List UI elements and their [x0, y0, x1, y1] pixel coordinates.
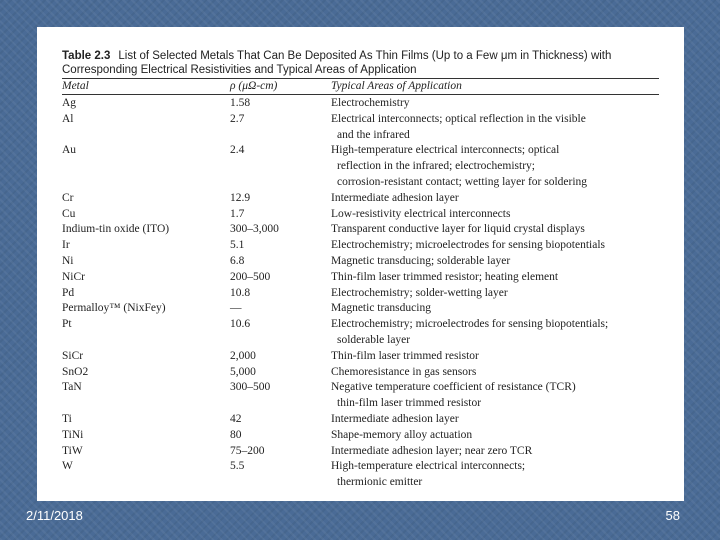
table-row	[62, 270, 662, 286]
metal-cell: Permalloy™ (NixFey)	[62, 302, 166, 315]
table-header-rule	[62, 94, 659, 95]
application-line: solderable layer	[337, 333, 411, 346]
resistivity-cell: 10.8	[230, 286, 251, 299]
resistivity-cell: 2.7	[230, 112, 245, 125]
metal-cell: Pt	[62, 318, 72, 331]
resistivity-cell: 5.1	[230, 239, 245, 252]
application-cell	[331, 380, 661, 412]
resistivity-cell: —	[230, 302, 242, 315]
metal-cell: SnO2	[62, 365, 89, 378]
table-row	[62, 459, 662, 491]
metal-cell: TiNi	[62, 428, 84, 441]
application-line: Electrochemistry; microelectrodes for sensing biopotentials;	[331, 318, 609, 331]
table-row	[62, 143, 662, 190]
application-line: Magnetic transducing; solderable layer	[331, 254, 511, 267]
table-row	[62, 191, 662, 207]
application-cell	[331, 143, 661, 190]
resistivity-cell: 1.7	[230, 207, 245, 220]
table-row	[62, 96, 662, 112]
application-cell	[331, 349, 661, 365]
metal-cell: Al	[62, 112, 74, 125]
resistivity-cell: 75–200	[230, 444, 265, 457]
application-cell	[331, 444, 661, 460]
slide-number: 58	[665, 508, 680, 523]
metal-cell: Au	[62, 144, 77, 157]
metal-cell: W	[62, 460, 73, 473]
table-caption	[62, 49, 672, 77]
application-cell	[331, 254, 661, 270]
resistivity-cell: 12.9	[230, 191, 251, 204]
table-row	[62, 238, 662, 254]
metal-cell: Ag	[62, 97, 77, 109]
metal-cell: Ti	[62, 412, 72, 425]
application-cell	[331, 459, 661, 491]
application-cell	[331, 222, 661, 238]
application-cell	[331, 365, 661, 381]
application-line: Intermediate adhesion layer	[331, 191, 459, 204]
application-line: Thin-film laser trimmed resistor; heating element	[331, 270, 559, 283]
table-row	[62, 349, 662, 365]
metal-cell: Cr	[62, 191, 74, 204]
resistivity-cell: 80	[230, 428, 242, 441]
application-cell	[331, 428, 661, 444]
application-line: Electrochemistry; solder-wetting layer	[331, 286, 508, 299]
table-row	[62, 254, 662, 270]
table-row	[62, 380, 662, 412]
caption-line-2: Corresponding Electrical Resistivities and Typical Areas of Application	[62, 64, 417, 76]
application-line: Electrical interconnects; optical reflection in the visible	[331, 112, 586, 125]
application-cell	[331, 412, 661, 428]
resistivity-cell: 2,000	[230, 349, 256, 362]
application-cell	[331, 191, 661, 207]
table-row	[62, 222, 662, 238]
resistivity-cell: 1.58	[230, 97, 251, 109]
application-cell	[331, 112, 661, 144]
application-line: Thin-film laser trimmed resistor	[331, 349, 479, 362]
metal-cell: SiCr	[62, 349, 84, 362]
metal-cell: NiCr	[62, 270, 85, 283]
resistivity-cell: 300–500	[230, 381, 271, 394]
application-line: High-temperature electrical interconnects;	[331, 460, 526, 473]
table-row	[62, 365, 662, 381]
resistivity-cell: 300–3,000	[230, 223, 279, 236]
application-cell	[331, 270, 661, 286]
application-line: Transparent conductive layer for liquid crystal displays	[331, 223, 585, 236]
table-header-row	[62, 80, 662, 94]
header-application: Typical Areas of Application	[331, 80, 462, 92]
table-row	[62, 301, 662, 317]
table-row	[62, 412, 662, 428]
metal-cell: Ni	[62, 254, 74, 267]
metal-cell: TiW	[62, 444, 83, 457]
resistivity-cell: 5.5	[230, 460, 245, 473]
table-row	[62, 317, 662, 349]
application-cell	[331, 238, 661, 254]
application-line: corrosion-resistant contact; wetting layer for soldering	[337, 175, 588, 188]
table-row	[62, 207, 662, 223]
application-line: Magnetic transducing	[331, 302, 431, 315]
table-top-rule	[62, 78, 659, 79]
header-metal: Metal	[62, 80, 89, 92]
application-line: Shape-memory alloy actuation	[331, 428, 473, 441]
application-line: High-temperature electrical interconnects; optical	[331, 144, 560, 157]
resistivity-cell: 6.8	[230, 254, 245, 267]
application-line: Intermediate adhesion layer; near zero TCR	[331, 444, 533, 457]
slide-content-panel	[37, 27, 684, 501]
application-line: Chemoresistance in gas sensors	[331, 365, 477, 378]
resistivity-cell: 2.4	[230, 144, 245, 157]
metal-cell: Ir	[62, 239, 70, 252]
table-row	[62, 428, 662, 444]
application-cell	[331, 317, 661, 349]
table-row	[62, 286, 662, 302]
resistivity-cell: 42	[230, 412, 242, 425]
table-body	[62, 96, 662, 491]
application-line: Intermediate adhesion layer	[331, 412, 459, 425]
application-cell	[331, 286, 661, 302]
application-cell	[331, 301, 661, 317]
header-resistivity: ρ (μΩ-cm)	[230, 80, 278, 92]
application-line: and the infrared	[337, 128, 410, 141]
application-line: Negative temperature coefficient of resistance (TCR)	[331, 381, 576, 394]
metal-cell: Pd	[62, 286, 75, 299]
application-line: reflection in the infrared; electrochemistry;	[337, 160, 535, 173]
table-row	[62, 444, 662, 460]
application-line: thin-film laser trimmed resistor	[337, 397, 482, 410]
metal-cell: Indium-tin oxide (ITO)	[62, 223, 170, 236]
application-line: Electrochemistry; microelectrodes for sensing biopotentials	[331, 239, 606, 252]
application-line: thermionic emitter	[337, 476, 423, 489]
application-cell	[331, 207, 661, 223]
application-cell	[331, 96, 661, 112]
metal-cell: TaN	[62, 381, 82, 394]
caption-line-1	[62, 49, 672, 63]
resistivity-cell: 200–500	[230, 270, 271, 283]
caption-text-1: List of Selected Metals That Can Be Deposited As Thin Films (Up to a Few μm in Thickness) with	[118, 50, 612, 62]
resistivity-cell: 5,000	[230, 365, 256, 378]
footer-date: 2/11/2018	[26, 508, 83, 523]
metal-cell: Cu	[62, 207, 76, 220]
application-line: Electrochemistry	[331, 97, 410, 109]
resistivity-cell: 10.6	[230, 318, 251, 331]
application-line: Low-resistivity electrical interconnects	[331, 207, 511, 220]
table-number: Table 2.3	[62, 50, 111, 62]
table-row	[62, 112, 662, 144]
